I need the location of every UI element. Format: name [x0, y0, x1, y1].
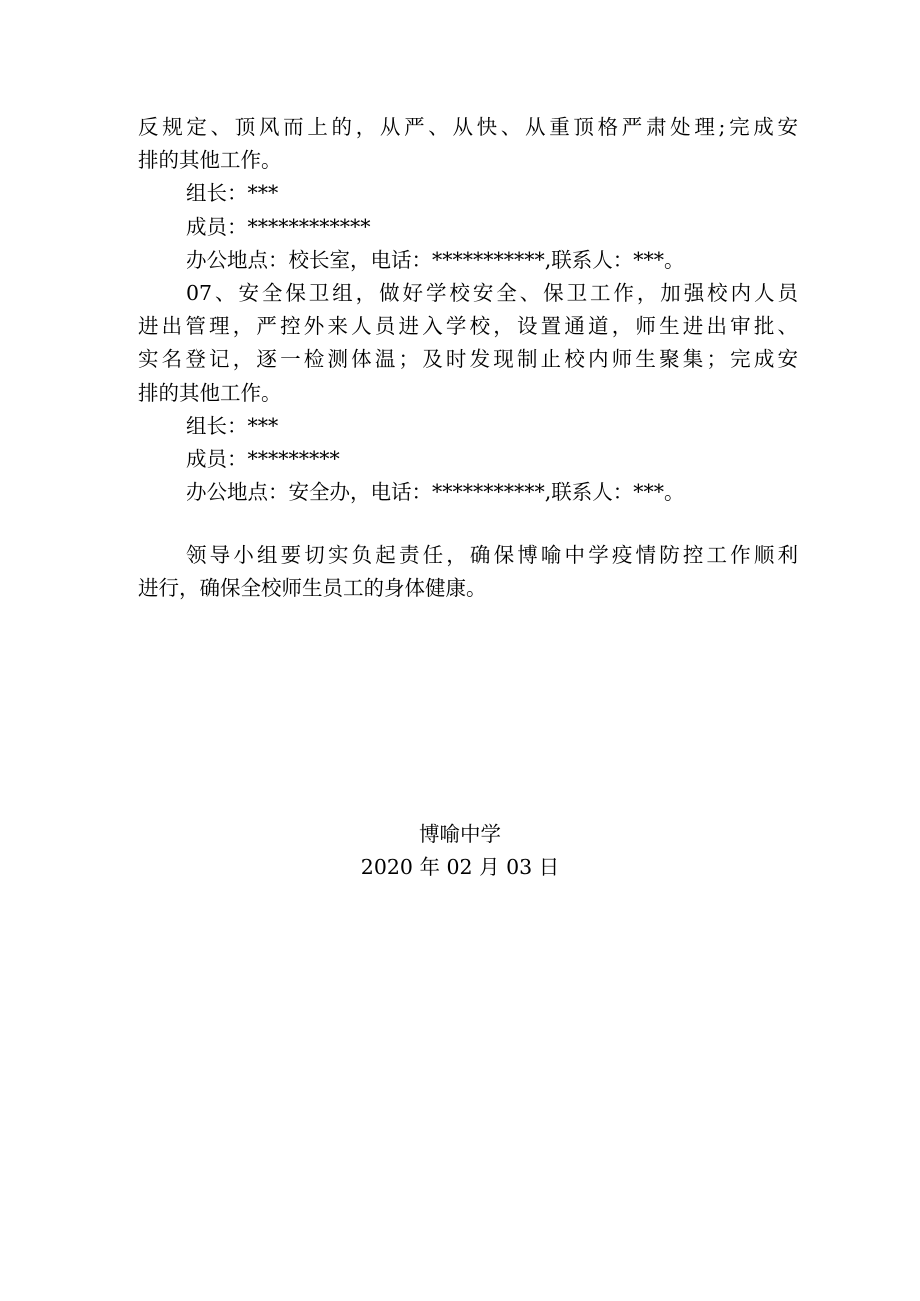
office-contact-line: 办公地点：校长室，电话：***********,联系人：***。: [186, 247, 685, 272]
group-leader-line: 组长：***: [186, 181, 279, 206]
group-members-line: 成员：*********: [186, 446, 340, 471]
security-group-paragraph-line: 实名登记，逐一检测体温；及时发现制止校内师生聚集；完成安: [138, 347, 798, 372]
paragraph-line: 反规定、顶风而上的，从严、从快、从重顶格严肃处理;完成安: [138, 115, 798, 139]
office-contact-line: 办公地点：安全办，电话：***********,联系人：***。: [186, 480, 685, 505]
signature-date: 2020 年 02 月 03 日: [360, 855, 560, 879]
closing-paragraph-line: 领导小组要切实负起责任，确保博喻中学疫情防控工作顺利: [186, 543, 798, 568]
security-group-paragraph-line: 进出管理，严控外来人员进入学校，设置通道，师生进出审批、: [138, 314, 798, 339]
body-text: [138, 111, 798, 606]
signature-organization: 博喻中学: [419, 822, 501, 846]
paragraph-line: 排的其他工作。: [138, 148, 282, 173]
closing-paragraph-line: 进行，确保全校师生员工的身体健康。: [138, 576, 487, 601]
security-group-paragraph-line: 排的其他工作。: [138, 380, 282, 405]
paragraph-spacer: [138, 509, 798, 539]
security-group-paragraph-line: 07、安全保卫组，做好学校安全、保卫工作，加强校内人员: [186, 280, 798, 305]
group-members-line: 成员：************: [186, 214, 371, 239]
group-leader-line: 组长：***: [186, 413, 279, 438]
